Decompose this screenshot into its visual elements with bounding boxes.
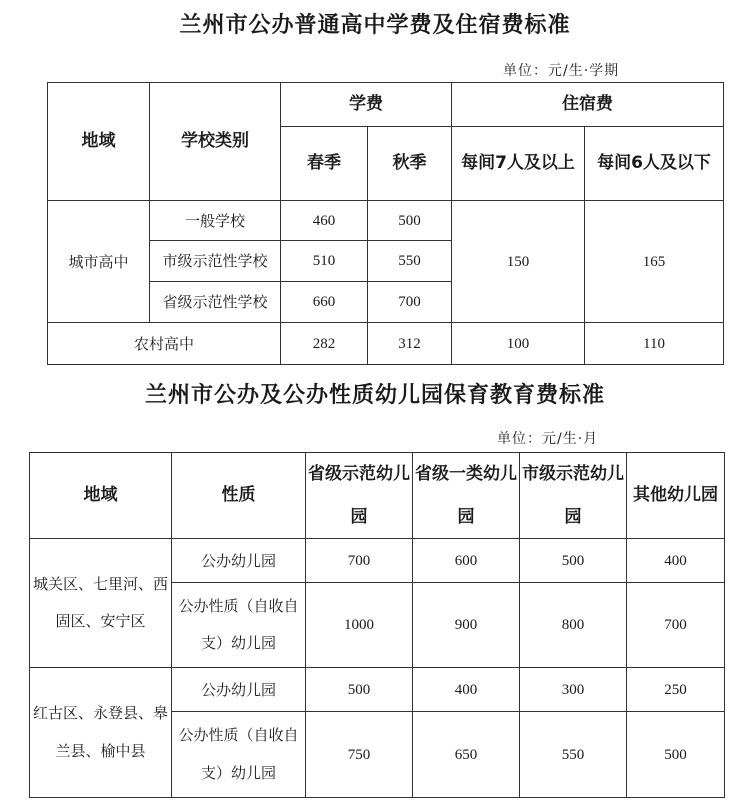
kg-cell: 650 [413, 712, 520, 798]
hs-header-tuition: 学费 [281, 83, 452, 127]
kg-cell: 700 [627, 583, 725, 668]
hs-fee-table [47, 82, 724, 365]
hs-row-type: 省级示范性学校 [150, 282, 281, 323]
kg-header-city-model: 市级示范幼儿园 [520, 453, 627, 539]
hs-rural-autumn: 312 [368, 323, 452, 365]
hs-row-autumn: 700 [368, 282, 452, 323]
kg-cell: 1000 [306, 583, 413, 668]
hs-header-dorm-6less: 每间6人及以下 [585, 127, 724, 201]
kg-row-nature: 公办幼儿园 [172, 539, 306, 583]
kg-region-group: 城关区、七里河、西固区、安宁区 [30, 539, 172, 668]
hs-unit: 单位：元/生·学期 [503, 63, 620, 79]
kg-cell: 750 [306, 712, 413, 798]
hs-city-dorm-6less: 165 [585, 201, 724, 323]
hs-row-spring: 460 [281, 201, 368, 241]
kg-header-other: 其他幼儿园 [627, 453, 725, 539]
hs-title: 兰州市公办普通高中学费及住宿费标准 [179, 13, 571, 38]
hs-header-region: 地域 [48, 83, 150, 201]
kg-row-nature: 公办幼儿园 [172, 668, 306, 712]
hs-row-type: 市级示范性学校 [150, 241, 281, 282]
kg-title: 兰州市公办及公办性质幼儿园保育教育费标准 [144, 383, 605, 408]
kg-cell: 400 [627, 539, 725, 583]
hs-city-label: 城市高中 [48, 201, 150, 323]
hs-row-autumn: 550 [368, 241, 452, 282]
kg-cell: 900 [413, 583, 520, 668]
kg-header-provincial-model: 省级示范幼儿园 [306, 453, 413, 539]
hs-rural-spring: 282 [281, 323, 368, 365]
kg-cell: 500 [306, 668, 413, 712]
hs-rural-dorm-7plus: 100 [452, 323, 585, 365]
kg-cell: 600 [413, 539, 520, 583]
kg-row-nature: 公办性质（自收自支）幼儿园 [172, 712, 306, 798]
kg-header-region: 地域 [30, 453, 172, 539]
kg-cell: 700 [306, 539, 413, 583]
hs-row-spring: 660 [281, 282, 368, 323]
kg-header-nature: 性质 [172, 453, 306, 539]
hs-header-spring: 春季 [281, 127, 368, 201]
hs-header-dorm-7plus: 每间7人及以上 [452, 127, 585, 201]
hs-rural-label: 农村高中 [48, 323, 281, 365]
kg-cell: 300 [520, 668, 627, 712]
hs-row-spring: 510 [281, 241, 368, 282]
kg-unit: 单位：元/生·月 [497, 431, 599, 447]
kg-cell: 500 [627, 712, 725, 798]
hs-header-dorm: 住宿费 [452, 83, 724, 127]
kg-region-group: 红古区、永登县、皋兰县、榆中县 [30, 668, 172, 798]
kg-cell: 400 [413, 668, 520, 712]
kg-header-provincial-class1: 省级一类幼儿园 [413, 453, 520, 539]
kg-row-nature: 公办性质（自收自支）幼儿园 [172, 583, 306, 668]
hs-header-autumn: 秋季 [368, 127, 452, 201]
kg-fee-table [29, 452, 725, 798]
kg-cell: 800 [520, 583, 627, 668]
hs-city-dorm-7plus: 150 [452, 201, 585, 323]
hs-row-autumn: 500 [368, 201, 452, 241]
kg-cell: 550 [520, 712, 627, 798]
hs-header-type: 学校类别 [150, 83, 281, 201]
kg-cell: 250 [627, 668, 725, 712]
hs-row-type: 一般学校 [150, 201, 281, 241]
hs-rural-dorm-6less: 110 [585, 323, 724, 365]
kg-cell: 500 [520, 539, 627, 583]
